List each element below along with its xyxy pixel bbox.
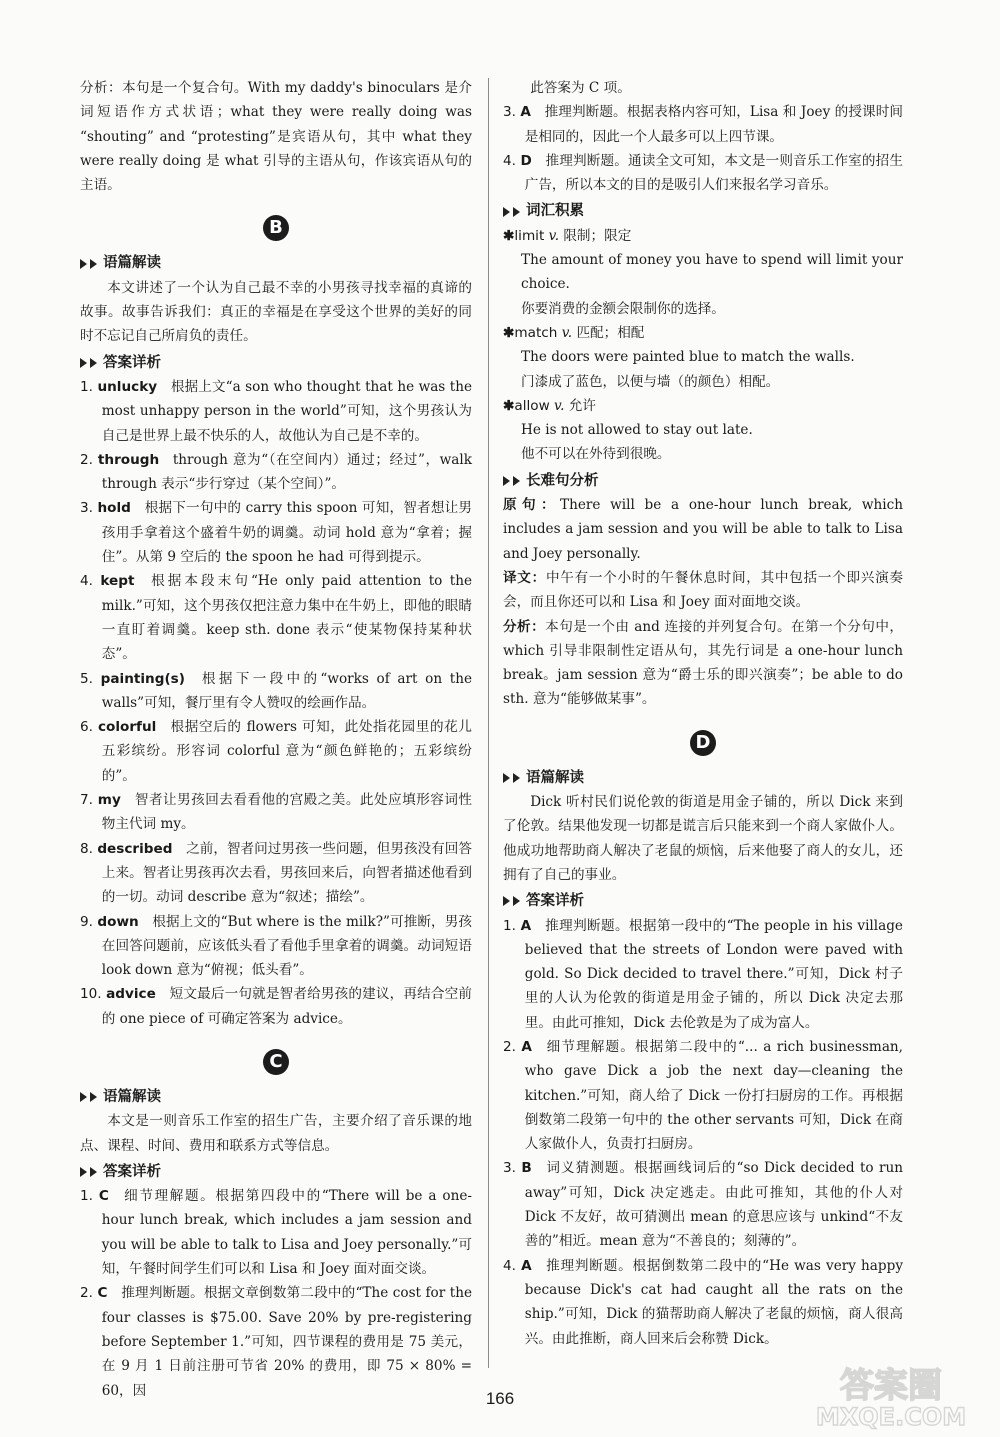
arrow-icon [513,773,520,783]
vocab-pos: v. [554,397,565,414]
answer-key: C [97,1285,108,1302]
answer-number: 1. [80,378,93,395]
answer-explanation: 推理判断题。根据倒数第二段中的“He was very happy because Dick's cat had caught all the rats on the ship.”可知，Dick 的猫帮助商人解决了老鼠的烦恼，商人很高兴。由此推断，商人回来后会称赞 Dick。 [524,1257,903,1347]
answer-key: kept [100,573,135,590]
watermark-line2: MXQE.COM [815,1403,967,1431]
arrow-icon [90,1092,97,1102]
answer-item [503,100,903,149]
answer-number: 5. [80,670,93,687]
answer-explanation: 根据空后的 flowers 可知，此处指花园里的花儿五彩缤纷。形容词 colorful 意为“颜色鲜艳的；五彩缤纷的”。 [101,719,472,784]
vocab-entry [503,394,903,418]
answer-key: described [97,840,173,857]
section-c-badge: C [263,1049,289,1075]
section-d-badge-wrap [503,712,903,764]
section-b-answers-heading: 答案详析 [80,351,472,375]
arrow-icon [503,476,510,486]
answer-item [503,1156,903,1253]
vocab-pos: v. [561,324,573,341]
translation: 译文：中午有一个小时的午餐休息时间，其中包括一个即兴演奏会，而且你还可以和 Lisa 和 Joey 面对面地交谈。 [503,569,904,611]
arrow-icon [503,773,510,783]
answer-item [80,1184,472,1281]
answer-explanation: 细节理解题。根据第二段中的“... a rich businessman, who gave Dick a job the next day—cleaning the kitchen.”可知，商人给了 Dick 一份打扫厨房的工作。再根据倒数第二段第一句中的 the other servants 可知，Dick 在商人家做仆人，负责打扫厨房。 [524,1038,903,1153]
vocab-example-zh: 门漆成了蓝色，以便与墙（的颜色）相配。 [521,373,780,390]
section-b-summary: 本文讲述了一个认为自己最不幸的小男孩寻找幸福的真谛的故事。故事告诉我们：真正的幸福是在享受这个世界的美好的同时不忘记自己所肩负的责任。 [80,279,472,345]
answer-item [80,496,472,569]
section-c-answer-list-continued [503,100,903,197]
section-b-answer-list [80,375,472,1031]
analysis-paragraph: 分析：本句是一个复合句。With my daddy's binoculars 是介词短语作方式状语；what they were really doing was “shouting” and “protesting”是宾语从句，其中 what they were really doing 是 what 引导的主语从句，作该宾语从句的主语。 [80,80,472,194]
original-sentence: 原句：There will be a one-hour lunch break, which includes a jam session and you will be able to talk to Lisa and Joey personally. [503,497,904,562]
answer-explanation: 之前，智者问过男孩一些问题，但男孩没有回答上来。智者让男孩再次去看，男孩回来后，向智者描述他看到的一切。动词 describe 意为“叙述；描绘”。 [101,840,472,906]
answer-explanation: 推理判断题。通读全文可知，本文是一则音乐工作室的招生广告，所以本文的目的是吸引人们来报名学习音乐。 [524,152,903,194]
answer-number: 7. [80,792,93,809]
answer-explanation: 根据上文“a son who thought that he was the most unhappy person in the world”可知，这个男孩认为自己是世界上最不快乐的人，故他认为自己是不幸的。 [101,378,472,444]
vocab-pos: v. [548,227,560,244]
section-b-summary-heading: 语篇解读 [80,251,472,275]
vocab-word: limit [514,227,545,244]
answer-item [80,375,472,448]
answer-number: 3. [503,104,516,121]
arrow-icon [513,207,520,217]
section-d-summary: Dick 听村民们说伦敦的街道是用金子铺的，所以 Dick 来到了伦敦。结果他发现一切都是谎言后只能来到一个商人家做仆人。他成功地帮助商人解决了老鼠的烦恼，后来他娶了商人的女儿，还拥有了自己的事业。 [503,794,903,883]
left-column [80,76,472,1403]
sentence-analysis: 分析：本句是一个由 and 连接的并列复合句。在第一个分句中，which 引导非限制性定语从句，其先行词是 a one-hour lunch break。jam session 意为“爵士乐的即兴演奏”；be able to do sth. 意为“能够做某事”。 [503,618,904,708]
section-c-answers-heading: 答案详析 [80,1160,472,1184]
hard-sentence-heading: 长难句分析 [503,469,903,493]
vocab-heading: 词汇积累 [503,199,903,223]
answer-item [503,1254,903,1351]
vocab-meaning: 限制；限定 [563,227,632,244]
answer-key: my [97,792,121,809]
answer-explanation: 根据上文的“But where is the milk?”可推断，男孩在回答问题前，应该低头看了看他手里拿着的调羹。动词短语 look down 意为“俯视；低头看”。 [101,913,472,979]
answer-number: 4. [503,152,516,169]
arrow-icon [80,1167,87,1177]
answer-explanation: 智者让男孩回去看看他的宫殿之美。此处应填形容词性物主代词 my。 [101,792,472,833]
arrow-icon [513,476,520,486]
vocab-example-en: The doors were painted blue to match the walls. [521,349,855,366]
answer-explanation: 推理判断题。根据文章倒数第二段中的“The cost for the four classes is $75.00. Save 20% by pre-registering before September 1.”可知，四节课程的费用是 75 美元，在 9 月 1 日前注册可节省 20% 的费用，即 75 × 80% = 60，因 [101,1285,472,1399]
answer-item [80,569,472,666]
arrow-icon [503,896,510,906]
answer-key: through [97,451,160,468]
answer-explanation: 推理判断题。根据第一段中的“The people in his village believed that the streets of London were paved with gold. So Dick decided to travel there.”可知，Dick 村子里的人认为伦敦的街道是用金子铺的，所以 Dick 决定去那里。由此可推知，Dick 去伦敦是为了成为富人。 [524,917,903,1031]
section-c-answer-list [80,1184,472,1403]
answer-key: A [520,104,531,121]
answer-number: 3. [503,1160,516,1177]
vocab-example-en: He is not allowed to stay out late. [521,422,753,439]
star-icon: ✱ [503,397,515,414]
answer-item [80,837,472,910]
vocab-meaning: 允许 [568,397,596,414]
answer-number: 1. [80,1188,93,1205]
answer-item [80,1281,472,1402]
arrow-icon [80,358,87,368]
answer-item [503,149,903,198]
answer-key: unlucky [97,378,158,395]
column-divider [488,78,489,1368]
vocab-example-zh: 你要消费的金额会限制你的选择。 [521,300,725,317]
vocab-entry [503,224,903,248]
answer-key: hold [97,500,131,517]
answer-item [80,448,472,497]
answer-number: 1. [503,917,516,934]
answer-number: 3. [80,500,93,517]
answer-explanation: 短文最后一句就是智者给男孩的建议，再结合空前的 one piece of 可确定答案为 advice。 [101,986,472,1027]
vocab-word: allow [514,397,550,414]
answer-key: A [521,1257,532,1274]
answer-item [80,982,472,1031]
answer-explanation: 根据下一段中的“works of art on the walls”可知，餐厅里有令人赞叹的绘画作品。 [101,670,473,711]
star-icon: ✱ [503,324,515,341]
answer-item [503,1035,903,1156]
answer-item [503,914,903,1035]
arrow-icon [90,1167,97,1177]
section-b-badge-wrap [80,197,472,249]
answer-number: 10. [80,986,102,1003]
answer-key: colorful [97,719,157,736]
right-column [503,76,903,1351]
answer-item [80,715,472,788]
page-number: 166 [485,1389,515,1408]
answer-item [80,788,472,837]
section-c-summary-heading: 语篇解读 [80,1085,472,1109]
answer-explanation: 推理判断题。根据表格内容可知，Lisa 和 Joey 的授课时间是相同的，因此一个人最多可以上四节课。 [524,104,903,145]
watermark-logo [796,1361,986,1431]
answer-item [80,910,472,983]
answer-number: 9. [80,913,93,930]
section-d-badge: D [690,730,716,756]
answer-explanation: 词义猜测题。根据画线词后的“so Dick decided to run away”可知，Dick 决定逃走。由此可推知，其他的仆人对 Dick 不友好，故可猜测出 mean 的意思应该与 unkind“不友善的”相近。mean 意为“不善良的；刻薄的”。 [524,1160,903,1250]
arrow-icon [503,207,510,217]
answer-number: 2. [503,1038,516,1055]
answer-key: C [98,1188,109,1205]
arrow-icon [80,1092,87,1102]
section-d-answers-heading: 答案详析 [503,889,903,913]
answer-key: painting(s) [100,670,185,687]
watermark-line1: 答案圈 [840,1366,942,1406]
section-b-badge: B [263,215,289,241]
vocab-meaning: 匹配；相配 [576,324,645,341]
answer-number: 8. [80,840,93,857]
arrow-icon [513,896,520,906]
answer-number: 2. [80,451,93,468]
section-d-answer-list [503,914,903,1351]
arrow-icon [90,259,97,269]
arrow-icon [90,358,97,368]
section-c-badge-wrap [80,1031,472,1083]
answer-key: down [97,913,139,930]
section-d-summary-heading: 语篇解读 [503,766,903,790]
answer-number: 2. [80,1285,93,1302]
answer-key: A [521,1038,532,1055]
answer-number: 4. [503,1257,516,1274]
section-c-summary: 本文是一则音乐工作室的招生广告，主要介绍了音乐课的地点、课程、时间、费用和联系方式等信息。 [80,1113,472,1154]
arrow-icon [80,259,87,269]
star-icon: ✱ [503,227,515,244]
answer-explanation: 根据本段末句“He only paid attention to the milk.”可知，这个男孩仅把注意力集中在牛奶上，即他的眼睛一直盯着调羹。keep sth. done 表示“使某物保持某种状态”。 [101,573,472,663]
answer-key: advice [106,986,156,1003]
vocab-example-zh: 他不可以在外待到很晚。 [521,446,671,463]
answer-key: A [520,917,532,934]
answer-number: 4. [80,573,93,590]
vocab-list [503,224,903,467]
answer-number: 6. [80,719,93,736]
vocab-entry [503,321,903,345]
answer-explanation: 根据下一句中的 carry this spoon 可知，智者想让男孩用手拿着这个盛着牛奶的调羹。动词 hold 意为“拿着；握住”。从第 9 空后的 the spoon he had 可得到提示。 [101,500,472,566]
answer-item [80,667,472,716]
answer-explanation: 细节理解题。根据第四段中的“There will be a one-hour lunch break, which includes a jam session and you will be able to talk to Lisa and Joey personally.”可知，午餐时间学生们可以和 Lisa 和 Joey 面对面交谈。 [101,1188,472,1278]
vocab-word: match [514,324,558,341]
answer-key: B [521,1160,532,1177]
answer-explanation: through 意为“（在空间内）通过；经过”，walk through 表示“步行穿过（某个空间）”。 [101,451,473,493]
answer-key: D [520,152,532,169]
vocab-example-en: The amount of money you have to spend will limit your choice. [521,252,903,293]
section-c-continuation: 此答案为 C 项。 [530,80,631,96]
